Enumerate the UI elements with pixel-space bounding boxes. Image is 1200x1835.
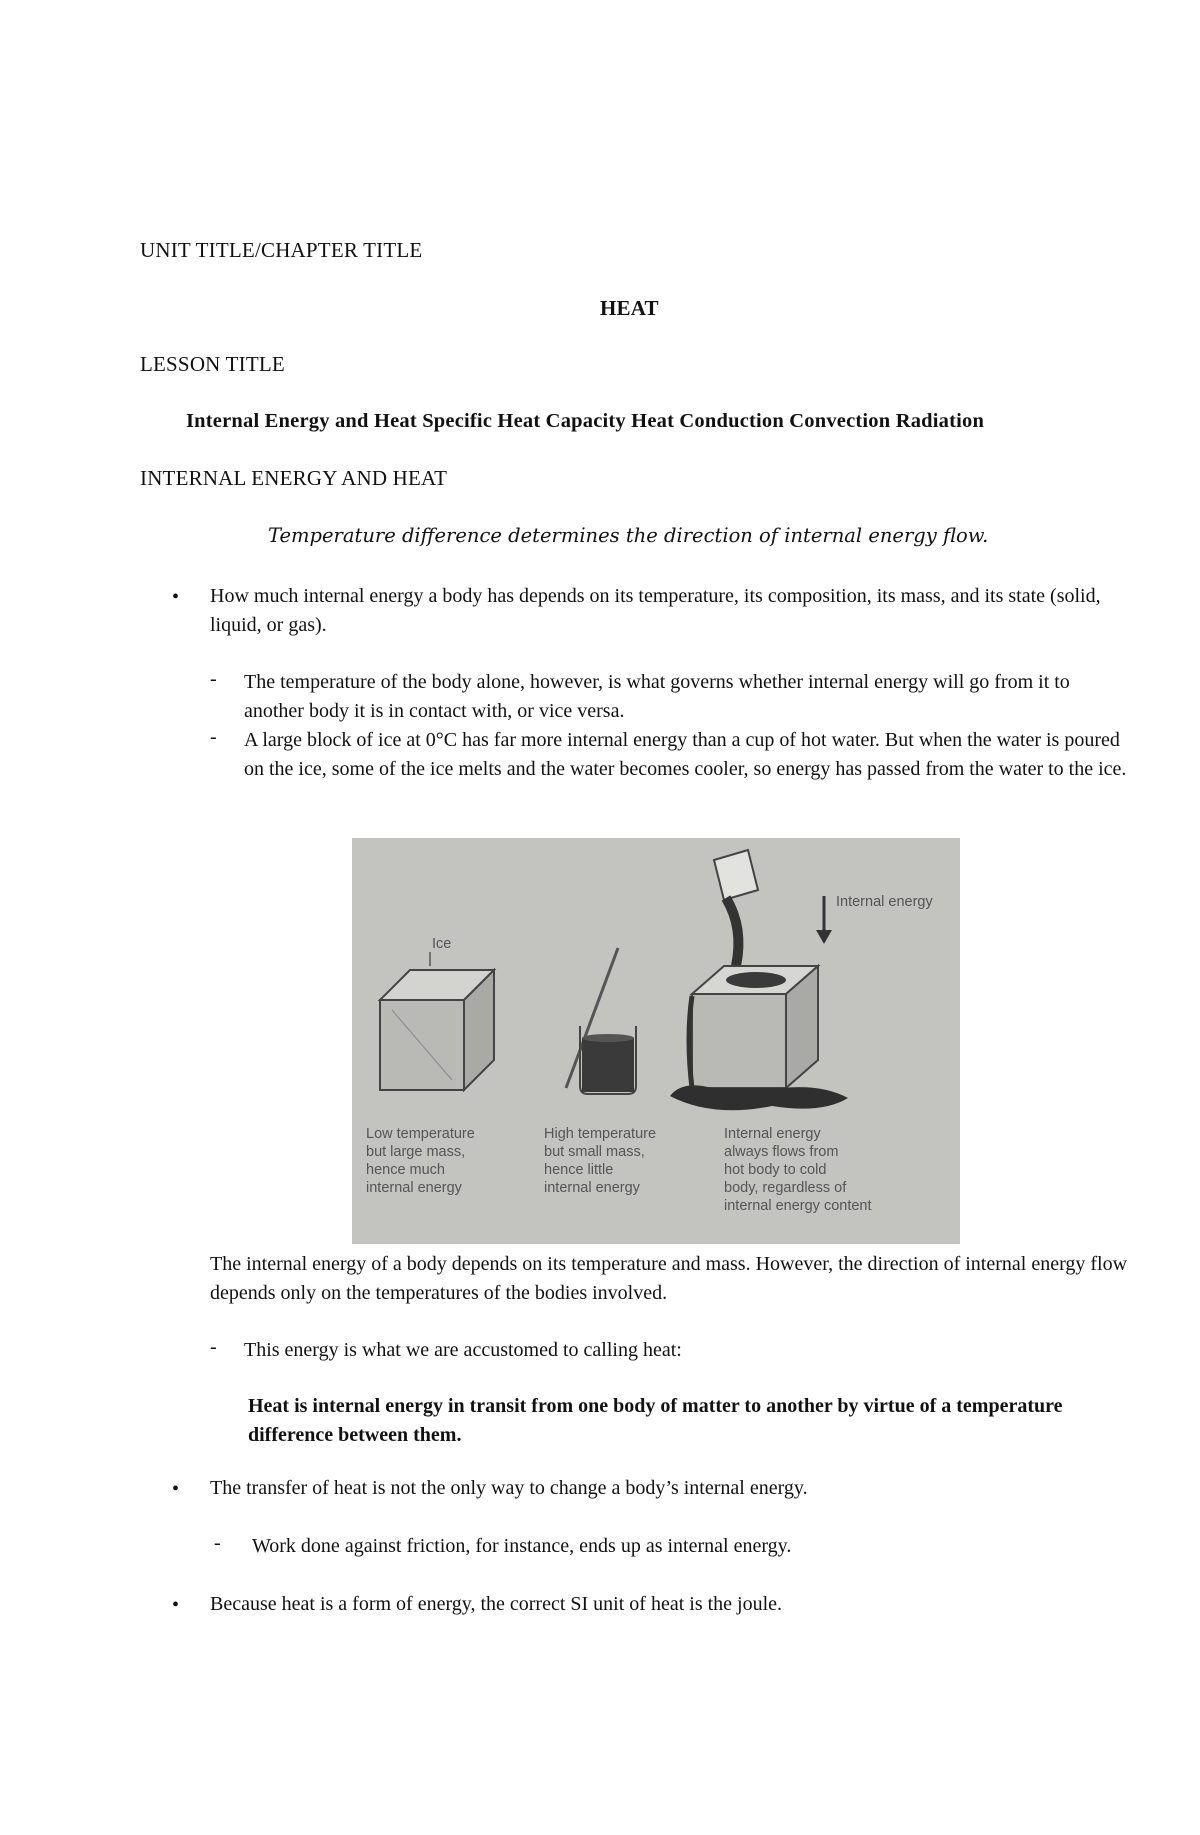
bullet-marker: • — [172, 1594, 180, 1616]
bullet-marker: • — [172, 586, 180, 608]
bullet-1-text: How much internal energy a body has depends on its temperature, its composition, its mass, and its state (solid, liquid, or gas). — [210, 585, 1101, 636]
lesson-title: Internal Energy and Heat Specific Heat Capacity Heat Conduction Convection Radiation — [186, 410, 985, 432]
bullet-2-text: The transfer of heat is not the only way to change a body’s internal energy. — [210, 1477, 808, 1499]
beaker-icon — [566, 948, 636, 1094]
section-heading: INTERNAL ENERGY AND HEAT — [140, 466, 448, 490]
section-quote: Temperature difference determines the direction of internal energy flow. — [268, 524, 989, 547]
caption-ice-line-1: Low temperature — [366, 1126, 475, 1142]
lesson-label: LESSON TITLE — [140, 352, 285, 376]
caption-ice-line-2: but large mass, — [366, 1144, 466, 1160]
ice-cube-icon — [380, 970, 494, 1090]
unit-label: UNIT TITLE/CHAPTER TITLE — [140, 238, 423, 262]
unit-title: HEAT — [600, 296, 659, 320]
internal-energy-figure — [352, 838, 960, 1244]
bullet-1-sub-2: A large block of ice at 0°C has far more internal energy than a cup of hot water. But when the water is poured on the ice, some of the ice melts and the water becomes cooler, so energy has passed from the water to the ice. — [244, 729, 1127, 780]
heat-intro: This energy is what we are accustomed to calling heat: — [244, 1339, 682, 1361]
ice-label: Ice — [432, 936, 452, 952]
caption-ice-line-4: internal energy — [366, 1180, 462, 1196]
bullet-3-text: Because heat is a form of energy, the correct SI unit of heat is the joule. — [210, 1593, 783, 1615]
caption-flow-line-5: internal energy content — [724, 1198, 872, 1214]
caption-flow-line-1: Internal energy — [724, 1126, 821, 1142]
caption-flow-line-3: hot body to cold — [724, 1162, 827, 1178]
caption-water-line-2: but small mass, — [544, 1144, 645, 1160]
dash-marker: - — [210, 668, 217, 690]
arrow-label: Internal energy — [836, 894, 933, 910]
caption-water-line-4: internal energy — [544, 1180, 640, 1196]
bullet-marker: • — [172, 1478, 180, 1500]
caption-water-line-1: High temperature — [544, 1126, 657, 1142]
heat-definition: Heat is internal energy in transit from one body of matter to another by virtue of a temperature difference between them. — [248, 1395, 1063, 1446]
caption-flow-line-4: body, regardless of — [724, 1180, 847, 1196]
dash-marker: - — [214, 1532, 221, 1554]
arrow-down-icon — [816, 896, 832, 944]
caption-water-line-3: hence little — [544, 1162, 614, 1178]
bullet-2-sub: Work done against friction, for instance, ends up as internal energy. — [252, 1535, 792, 1557]
melting-ice-cube-icon — [670, 966, 848, 1110]
caption-flow-line-2: always flows from — [724, 1144, 839, 1160]
after-figure-paragraph: The internal energy of a body depends on its temperature and mass. However, the direction of internal energy flow depends only on the temperatures of the bodies involved. — [210, 1253, 1128, 1304]
caption-ice-line-3: hence much — [366, 1162, 445, 1178]
dash-marker: - — [210, 1336, 217, 1358]
bullet-1-sub-1: The temperature of the body alone, however, is what governs whether internal energy will go from it to another body it is in contact with, or vice versa. — [244, 671, 1070, 722]
dash-marker: - — [210, 726, 217, 748]
figure-illustration — [352, 838, 960, 1244]
